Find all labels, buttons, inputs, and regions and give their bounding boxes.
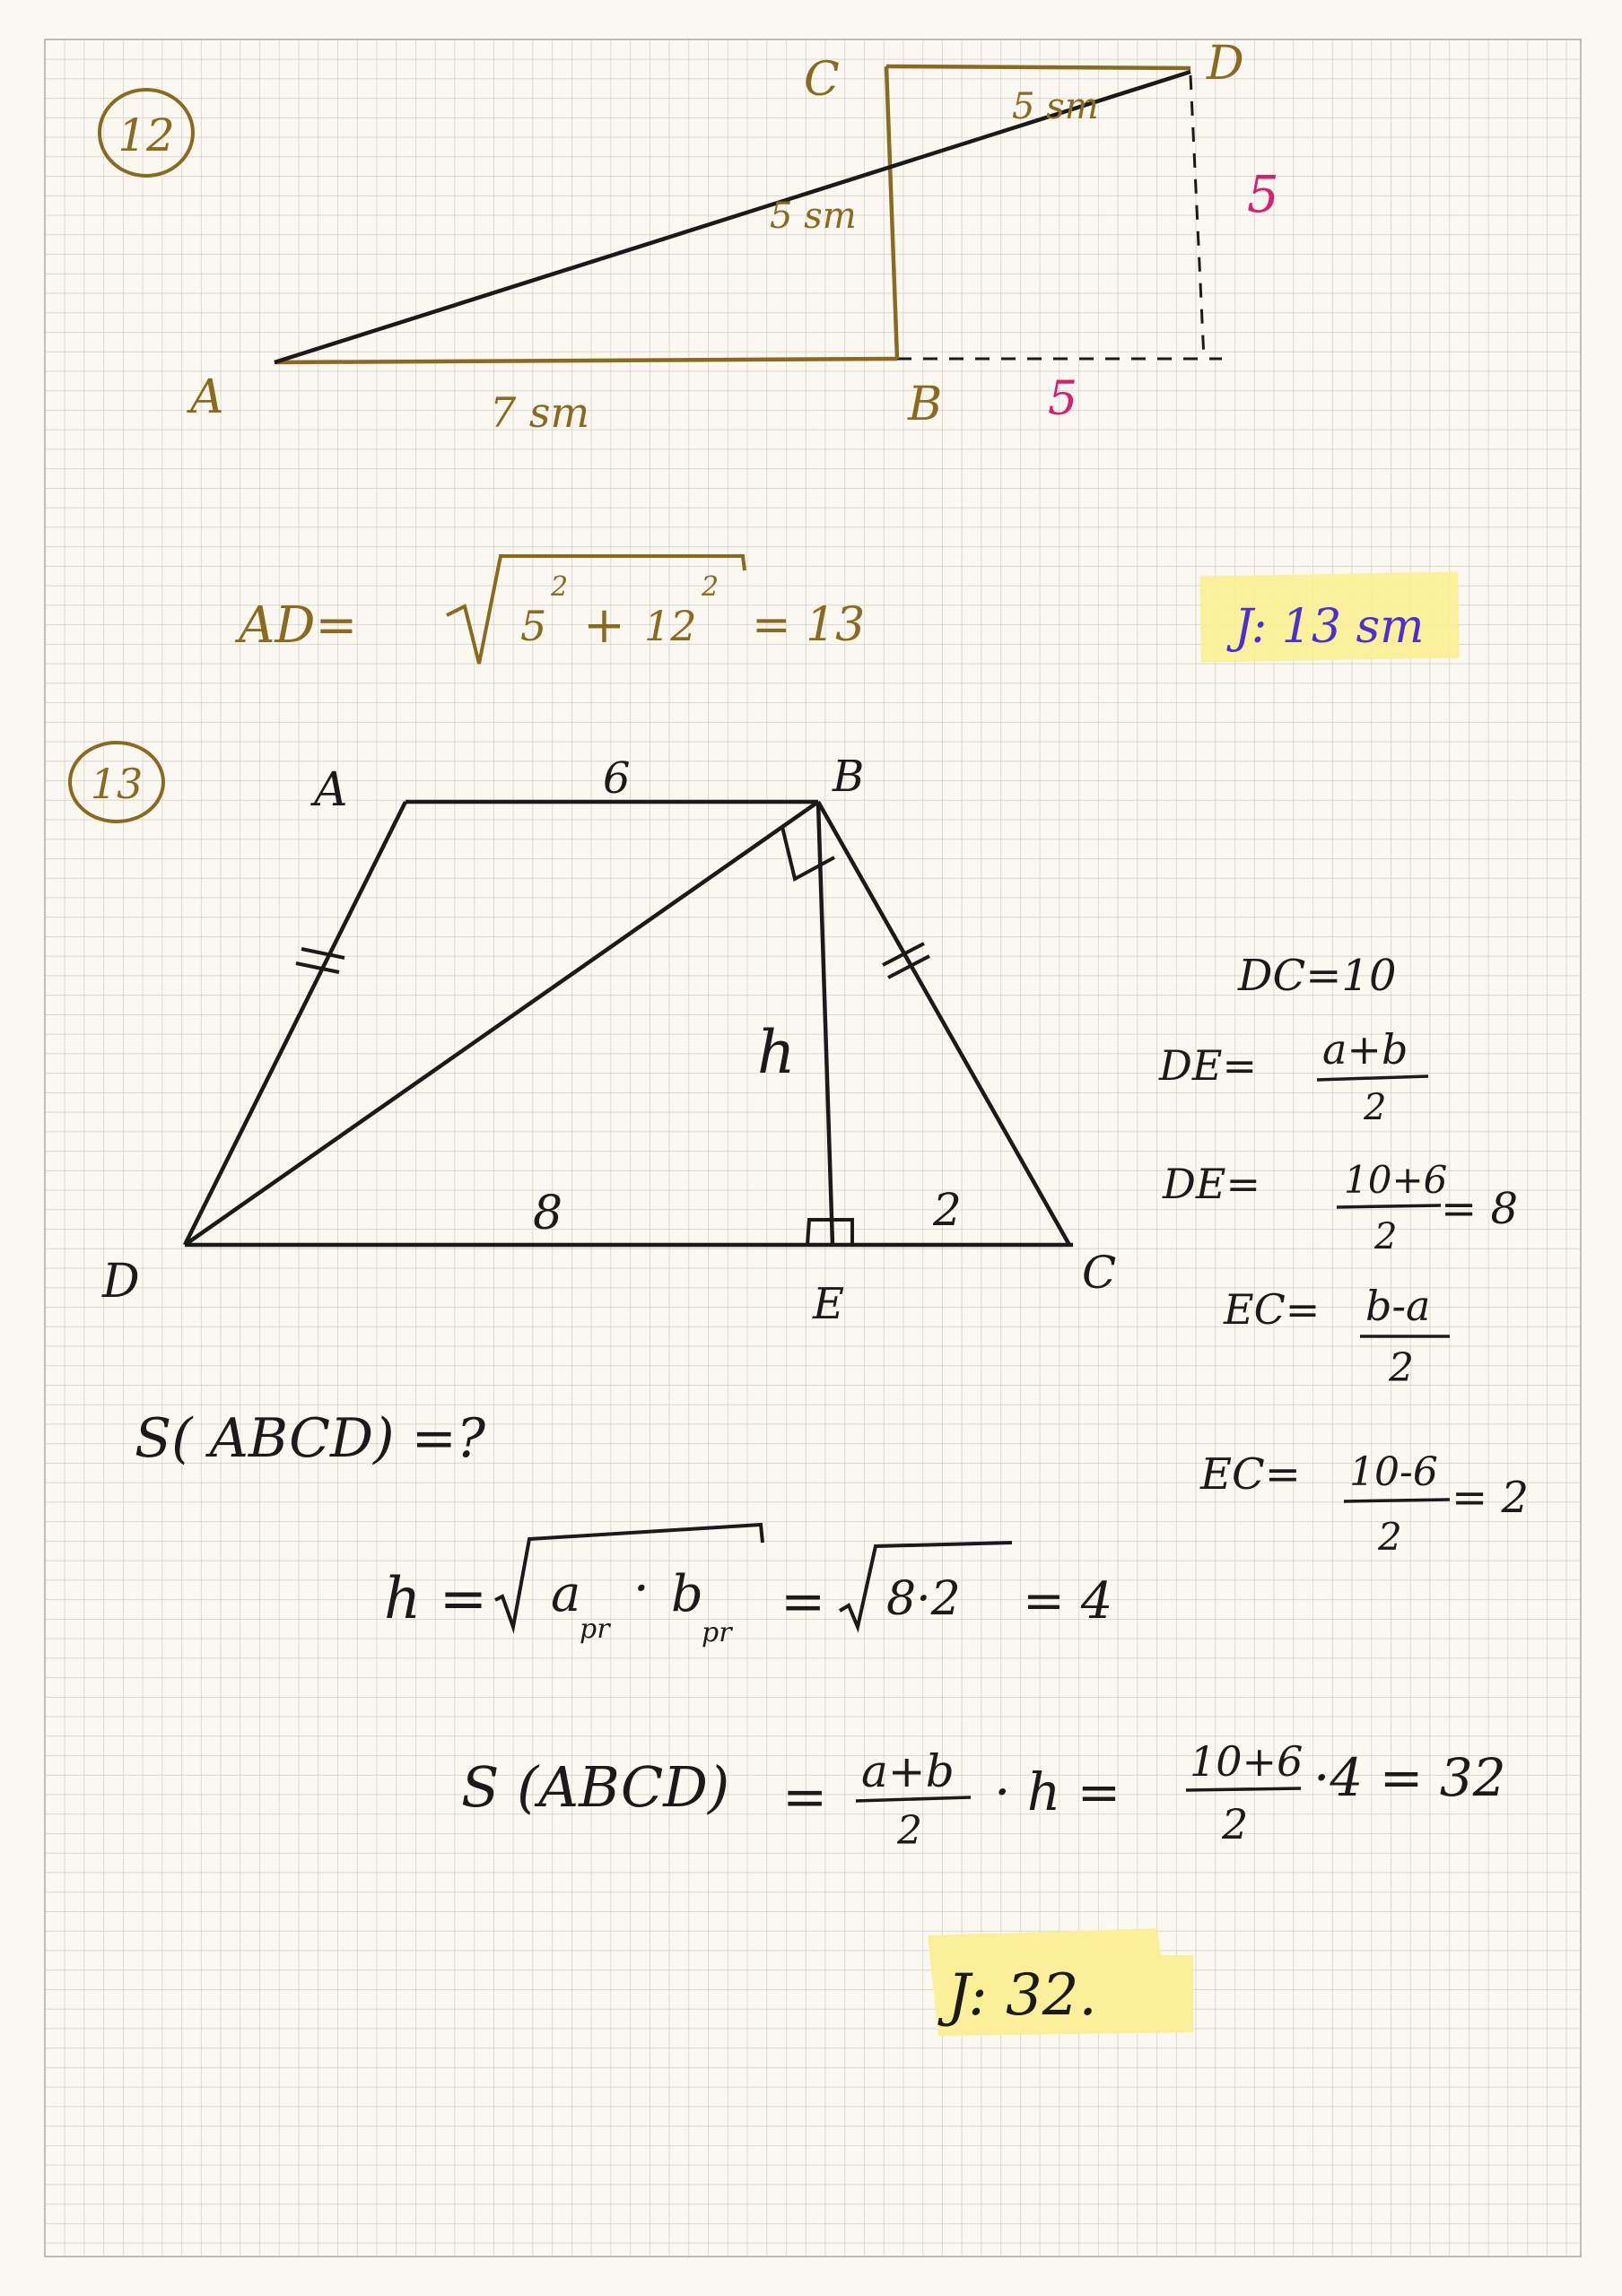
area-eq: =: [782, 1766, 828, 1829]
height-lhs: h =: [384, 1566, 488, 1632]
grid-area: [45, 39, 1581, 2257]
height-sub-b: pr: [702, 1617, 732, 1648]
note-ec-den: 2: [1389, 1345, 1414, 1391]
length-ab: 6: [603, 753, 631, 804]
segment-cd: [886, 66, 1190, 68]
note-de-den: 2: [1364, 1087, 1387, 1128]
label-a: A: [190, 370, 224, 424]
formula-plus: +: [583, 596, 625, 655]
area-num2: 10+6: [1190, 1737, 1304, 1786]
label-h: h: [757, 1018, 796, 1087]
length-de: 8: [533, 1187, 563, 1240]
formula-ad-lhs: AD=: [239, 596, 358, 655]
label-a: A: [314, 763, 348, 817]
height-term-product: 8·2: [886, 1572, 961, 1626]
note-ec-num: b-a: [1365, 1282, 1431, 1330]
height-term-b: b: [671, 1565, 703, 1623]
note-de-num: a+b: [1322, 1025, 1408, 1074]
length-bc: 5 sm: [770, 196, 857, 237]
note-dc: DC=10: [1238, 951, 1397, 1001]
problem-number: 13: [90, 760, 144, 808]
problem-number: 12: [118, 109, 175, 161]
length-ec: 2: [933, 1184, 962, 1236]
label-c: C: [1082, 1247, 1117, 1299]
note-de2-res: = 8: [1441, 1184, 1519, 1234]
note-ec2-res: = 2: [1452, 1473, 1530, 1523]
length-right-side: 5: [1247, 166, 1279, 224]
note-de2-lhs: DE=: [1163, 1160, 1261, 1208]
note-de-lhs: DE=: [1159, 1041, 1258, 1090]
label-b: B: [908, 378, 943, 431]
note-ec2-bar: [1344, 1500, 1450, 1501]
height-sub-a: pr: [580, 1613, 610, 1645]
height-result: = 4: [1023, 1572, 1113, 1631]
area-res: ·4 = 32: [1313, 1747, 1506, 1808]
area-den1: 2: [897, 1808, 922, 1854]
height-mid-eq: =: [780, 1570, 826, 1633]
area-num1: a+b: [861, 1745, 955, 1797]
area-bar2: [1186, 1788, 1301, 1790]
note-ec2-num: 10-6: [1349, 1449, 1438, 1495]
height-term-a: a: [551, 1565, 581, 1623]
length-ab: 7 sm: [490, 388, 590, 437]
area-den2: 2: [1222, 1800, 1249, 1848]
formula-term-a-exp: 2: [551, 571, 569, 603]
length-bottom-side: 5: [1048, 372, 1078, 426]
formula-result: = 13: [752, 598, 866, 652]
answer-text: J: 32.: [947, 1962, 1097, 2029]
note-ec2-den: 2: [1378, 1515, 1402, 1559]
height-dot: ·: [633, 1560, 650, 1618]
note-de2-bar: [1337, 1205, 1441, 1207]
formula-term-a: 5: [520, 602, 547, 650]
label-d: D: [102, 1255, 140, 1309]
answer-text: J: 13 sm: [1234, 600, 1425, 654]
note-de2-den: 2: [1374, 1216, 1398, 1257]
area-question: S( ABCD) =?: [135, 1407, 486, 1470]
label-b: B: [833, 752, 865, 802]
length-cd: 5 sm: [1012, 86, 1099, 127]
note-ec-lhs: EC=: [1224, 1285, 1321, 1334]
label-d: D: [1207, 37, 1244, 91]
formula-term-b: 12: [644, 602, 697, 650]
area-lhs: S (ABCD): [461, 1754, 730, 1820]
label-e: E: [813, 1279, 845, 1329]
note-ec2-lhs: EC=: [1200, 1449, 1301, 1500]
note-de2-num: 10+6: [1344, 1158, 1448, 1202]
label-c: C: [804, 53, 840, 107]
formula-term-b-exp: 2: [702, 571, 719, 603]
area-mid: · h =: [994, 1761, 1121, 1822]
